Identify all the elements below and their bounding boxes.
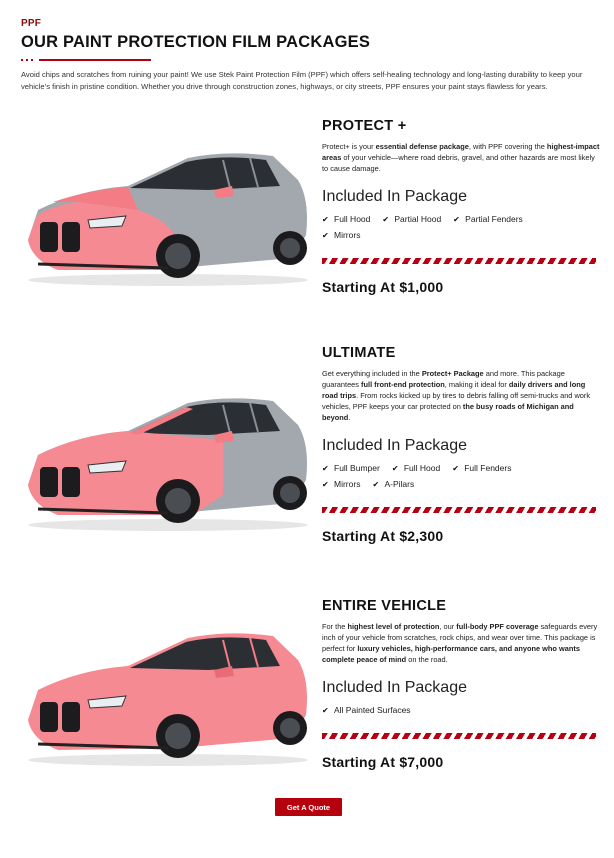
included-heading: Included In Package	[322, 437, 467, 454]
description-run: .	[348, 413, 351, 422]
check-icon: ✔	[453, 214, 460, 224]
check-icon: ✔	[322, 705, 329, 715]
package-price: Starting At $2,300	[322, 528, 444, 544]
description-run: essential defense package	[375, 142, 469, 151]
feature-label: Full Hood	[334, 214, 371, 224]
feature-item	[322, 214, 370, 224]
feature-item	[322, 230, 360, 240]
package-price: Starting At $1,000	[322, 279, 444, 295]
description-run: highest level of protection	[347, 622, 440, 631]
feature-item	[452, 463, 511, 473]
car-image-ultimate	[18, 385, 310, 535]
package-info	[322, 345, 600, 544]
check-icon: ✔	[391, 463, 399, 473]
car-illustration	[18, 620, 310, 770]
description-run: Protect+ Package	[421, 369, 484, 378]
package-title: ULTIMATE	[322, 345, 396, 361]
package-info	[322, 118, 600, 295]
check-icon: ✔	[382, 214, 390, 224]
feature-item	[392, 463, 440, 473]
feature-label: Mirrors	[334, 230, 361, 240]
package-description	[322, 141, 600, 174]
decorative-stripe	[322, 733, 596, 739]
feature-list	[322, 214, 562, 246]
check-icon: ✔	[322, 463, 329, 473]
section-header	[21, 18, 601, 93]
car-illustration	[18, 140, 310, 290]
check-icon: ✔	[452, 463, 459, 473]
feature-item	[322, 463, 380, 473]
description-run: and more. This package guarantees	[322, 369, 565, 389]
feature-label: Partial Hood	[394, 214, 442, 224]
package-description	[322, 368, 600, 423]
intro-paragraph: Avoid chips and scratches from ruining your paint! We use Stek Paint Protection Film (PPF) which offers self-healing technology and long-lasting durability to keep your vehicle’s finish in pristine condition. Whether you drive through construction zones, highways, or city streets, PPF ensures your paint stays flawless for years.	[21, 70, 583, 91]
feature-item	[382, 214, 441, 224]
description-run: highest-impact areas	[322, 142, 600, 162]
feature-item	[322, 479, 360, 489]
package-info	[322, 598, 600, 770]
car-illustration	[18, 385, 310, 535]
title-underline	[21, 59, 156, 62]
feature-list	[322, 705, 562, 721]
description-run: luxury vehicles, high-performance cars, and anyone who wants complete peace of mind	[322, 644, 580, 664]
package-title: ENTIRE VEHICLE	[322, 598, 447, 614]
description-run: full front-end protection	[361, 380, 445, 389]
package-description	[322, 621, 600, 665]
eyebrow-label: PPF	[21, 18, 42, 29]
feature-label: Mirrors	[334, 479, 361, 489]
decorative-stripe	[322, 258, 596, 264]
feature-label: Full Bumper	[334, 463, 380, 473]
included-heading: Included In Package	[322, 679, 467, 696]
car-image-protect-plus	[18, 140, 310, 290]
description-run: , with PPF covering the	[468, 142, 547, 151]
description-run: of your vehicle—where road debris, gravel, and other hazards are most likely to cause damage.	[322, 153, 595, 173]
description-run: on the road.	[406, 655, 448, 664]
description-run: Protect+ is your	[322, 142, 376, 151]
description-run: safeguards every inch of your vehicle from scratches, rock chips, and wear over time. This package is perfect for	[322, 622, 598, 653]
feature-label: A-Pilars	[384, 479, 415, 489]
description-run: full-body PPF coverage	[456, 622, 539, 631]
check-icon: ✔	[322, 479, 329, 489]
description-run: . From rocks kicked up by tires to debris falling off semi-trucks and work vehicles, PPF keeps your car protected on	[322, 391, 591, 411]
description-run: daily drivers and long road trips	[322, 380, 586, 400]
feature-item	[372, 479, 414, 489]
feature-item	[322, 705, 411, 715]
check-icon: ✔	[322, 214, 329, 224]
feature-list	[322, 463, 562, 495]
underline-bar	[39, 59, 151, 61]
package-price: Starting At $7,000	[322, 754, 444, 770]
underline-dots	[21, 59, 35, 61]
description-run: For the	[322, 622, 348, 631]
decorative-stripe	[322, 507, 596, 513]
page-title: OUR PAINT PROTECTION FILM PACKAGES	[21, 33, 371, 51]
get-a-quote-button[interactable]: Get A Quote	[275, 798, 342, 816]
check-icon: ✔	[372, 479, 380, 489]
check-icon: ✔	[322, 230, 329, 240]
feature-label: Full Hood	[403, 463, 441, 473]
included-heading: Included In Package	[322, 188, 467, 205]
description-run: the busy roads of Michigan and beyond	[322, 402, 574, 422]
description-run: Get everything included in the	[322, 369, 422, 378]
description-run: , our	[439, 622, 457, 631]
description-run: , making it ideal for	[444, 380, 509, 389]
feature-label: Partial Fenders	[465, 214, 523, 224]
package-title: PROTECT +	[322, 118, 407, 134]
feature-label: Full Fenders	[464, 463, 512, 473]
car-image-entire-vehicle	[18, 620, 310, 770]
feature-item	[453, 214, 523, 224]
feature-label: All Painted Surfaces	[334, 705, 411, 715]
